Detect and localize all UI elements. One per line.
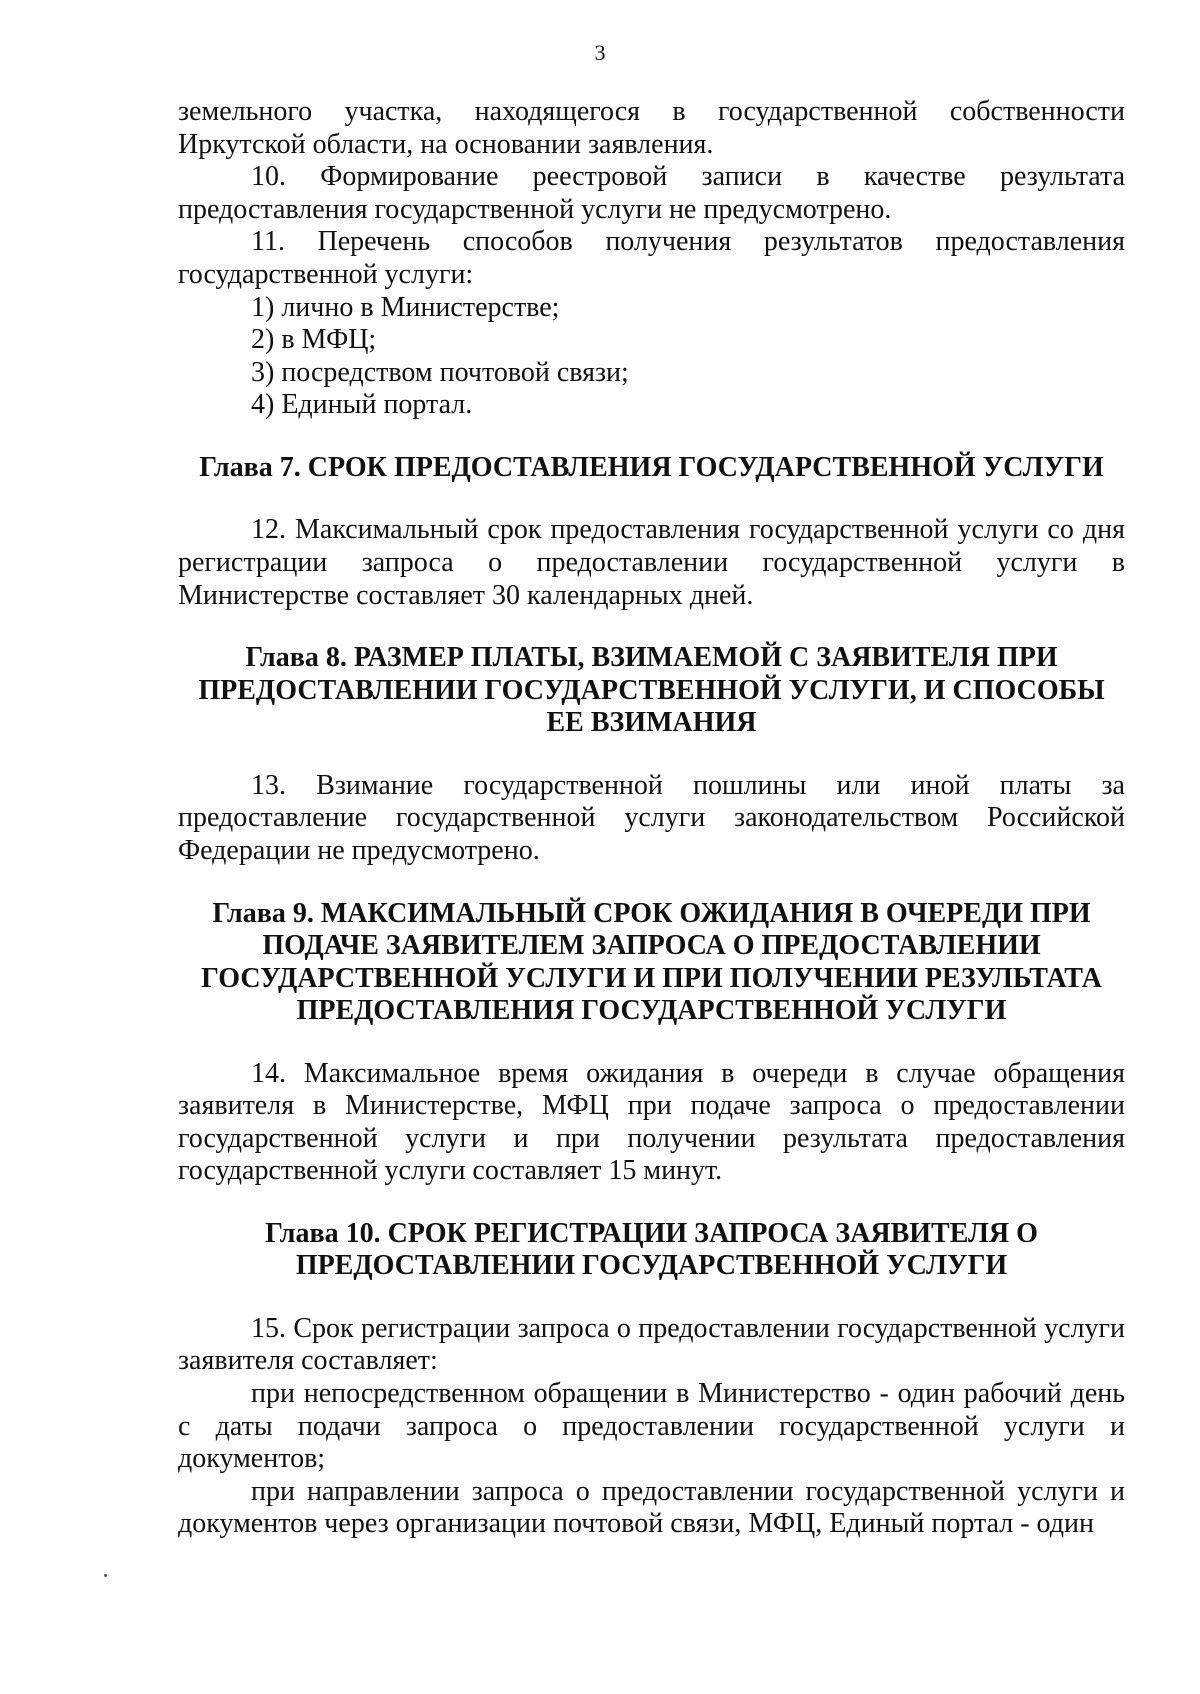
paragraph-15-remote: при направлении запроса о предоставлении государственной услуги и документов через организации почтовой связи, МФЦ, Единый портал - один — [178, 1475, 1125, 1540]
scan-speck — [104, 1574, 107, 1577]
paragraph-13: 13. Взимание государственной пошлины или иной платы за предоставление государственной услуги законодательством Российской Федерации не предусмотрено. — [178, 769, 1125, 866]
list-item: 1) лично в Министерстве; — [251, 291, 560, 323]
document-body — [178, 96, 1125, 1541]
list-item: 2) в МФЦ; — [251, 324, 377, 356]
paragraph-12: 12. Максимальный срок предоставления государственной услуги со дня регистрации запроса о предоставлении государственной услуги в Министерстве составляет 30 календарных дней. — [178, 514, 1125, 611]
paragraph-10: 10. Формирование реестровой записи в качестве результата предоставления государственной услуги не предусмотрено. — [178, 161, 1125, 225]
paragraph-14: 14. Максимальное время ожидания в очереди в случае обращения заявителя в Министерстве, МФЦ при подаче запроса о предоставлении государственной услуги и при получении результата предоставления государственной услуги составляет 15 минут. — [178, 1057, 1125, 1187]
heading-chapter-7: Глава 7. СРОК ПРЕДОСТАВЛЕНИЯ ГОСУДАРСТВЕННОЙ УСЛУГИ — [199, 451, 1104, 483]
page-number: 3 — [594, 40, 606, 65]
paragraph-11: 11. Перечень способов получения результатов предоставления государственной услуги: — [178, 226, 1125, 290]
paragraph-intro: земельного участка, находящегося в государственной собственности Иркутской области, на основании заявления. — [178, 96, 1125, 160]
heading-chapter-10: Глава 10. СРОК РЕГИСТРАЦИИ ЗАПРОСА ЗАЯВИТЕЛЯ О ПРЕДОСТАВЛЕНИИ ГОСУДАРСТВЕННОЙ УСЛУГИ — [265, 1217, 1038, 1282]
paragraph-15: 15. Срок регистрации запроса о предоставлении государственной услуги заявителя составляет: — [178, 1312, 1125, 1377]
list-item: 3) посредством почтовой связи; — [251, 356, 629, 388]
paragraph-15-direct: при непосредственном обращении в Министерство - один рабочий день с даты подачи запроса о предоставлении государственной услуги и документов; — [178, 1378, 1125, 1475]
list-item: 4) Единый портал. — [251, 389, 473, 421]
heading-chapter-8: Глава 8. РАЗМЕР ПЛАТЫ, ВЗИМАЕМОЙ С ЗАЯВИТЕЛЯ ПРИ ПРЕДОСТАВЛЕНИИ ГОСУДАРСТВЕННОЙ УСЛУГИ, И СПОСОБЫ ЕЕ ВЗИМАНИЯ — [198, 642, 1105, 739]
heading-chapter-9: Глава 9. МАКСИМАЛЬНЫЙ СРОК ОЖИДАНИЯ В ОЧЕРЕДИ ПРИ ПОДАЧЕ ЗАЯВИТЕЛЕМ ЗАПРОСА О ПРЕДОСТАВЛЕНИИ ГОСУДАРСТВЕННОЙ УСЛУГИ И ПРИ ПОЛУЧЕНИИ РЕЗУЛЬТАТА ПРЕДОСТАВЛЕНИЯ ГОСУДАРСТВЕННОЙ УСЛУГИ — [201, 897, 1102, 1026]
